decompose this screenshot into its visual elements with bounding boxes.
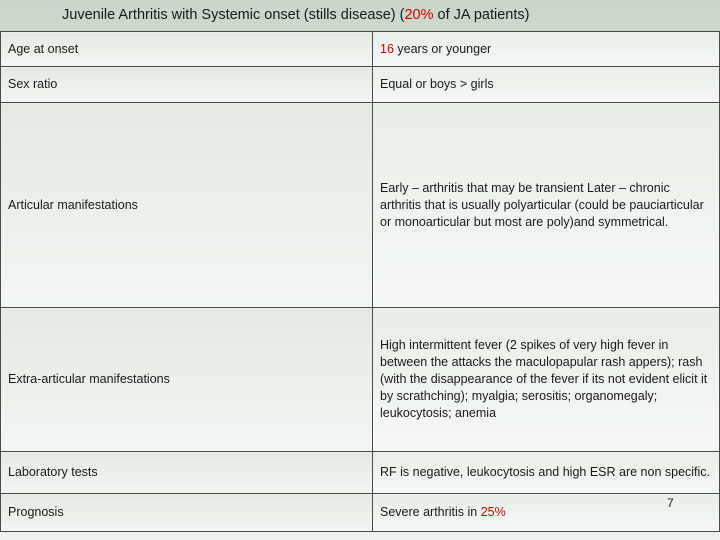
row-label: Laboratory tests [1, 452, 373, 494]
row-value: Early – arthritis that may be transient Later – chronic arthritis that is usually polyarticular (could be pauciarticular or monoarticular but most are poly)and symmetrical. [373, 103, 720, 308]
value-text: years or younger [393, 41, 492, 56]
row-label: Prognosis [1, 494, 373, 532]
table-row [1, 494, 720, 532]
row-value [373, 32, 720, 67]
row-label: Age at onset [1, 32, 373, 67]
value-highlight: 25% [480, 505, 506, 519]
value-highlight: 16 [380, 41, 394, 56]
row-value: RF is negative, leukocytosis and high ESR are non specific. [373, 452, 720, 494]
table-row [1, 452, 720, 494]
table-row [1, 67, 720, 103]
slide-title [0, 0, 720, 30]
table-row [1, 103, 720, 308]
row-label: Articular manifestations [1, 103, 373, 308]
row-value: Equal or boys > girls [373, 67, 720, 103]
page-number: 7 [667, 496, 674, 510]
row-value: High intermittent fever (2 spikes of very high fever in between the attacks the maculopapular rash appers); rash (with the disappearance of the fever if its not evident elicit it by scrathching); myalgia; serositis; organomegaly; leukocytosis; anemia [373, 308, 720, 452]
value-text: Severe arthritis in [380, 505, 481, 519]
table-row [1, 32, 720, 67]
title-prefix: Juvenile Arthritis with Systemic onset (stills disease) ( [62, 7, 405, 23]
row-label: Sex ratio [1, 67, 373, 103]
title-suffix: of JA patients) [433, 7, 530, 23]
table-row [1, 308, 720, 452]
row-label: Extra-articular manifestations [1, 308, 373, 452]
title-highlight: 20% [404, 7, 434, 23]
info-table [0, 31, 720, 532]
